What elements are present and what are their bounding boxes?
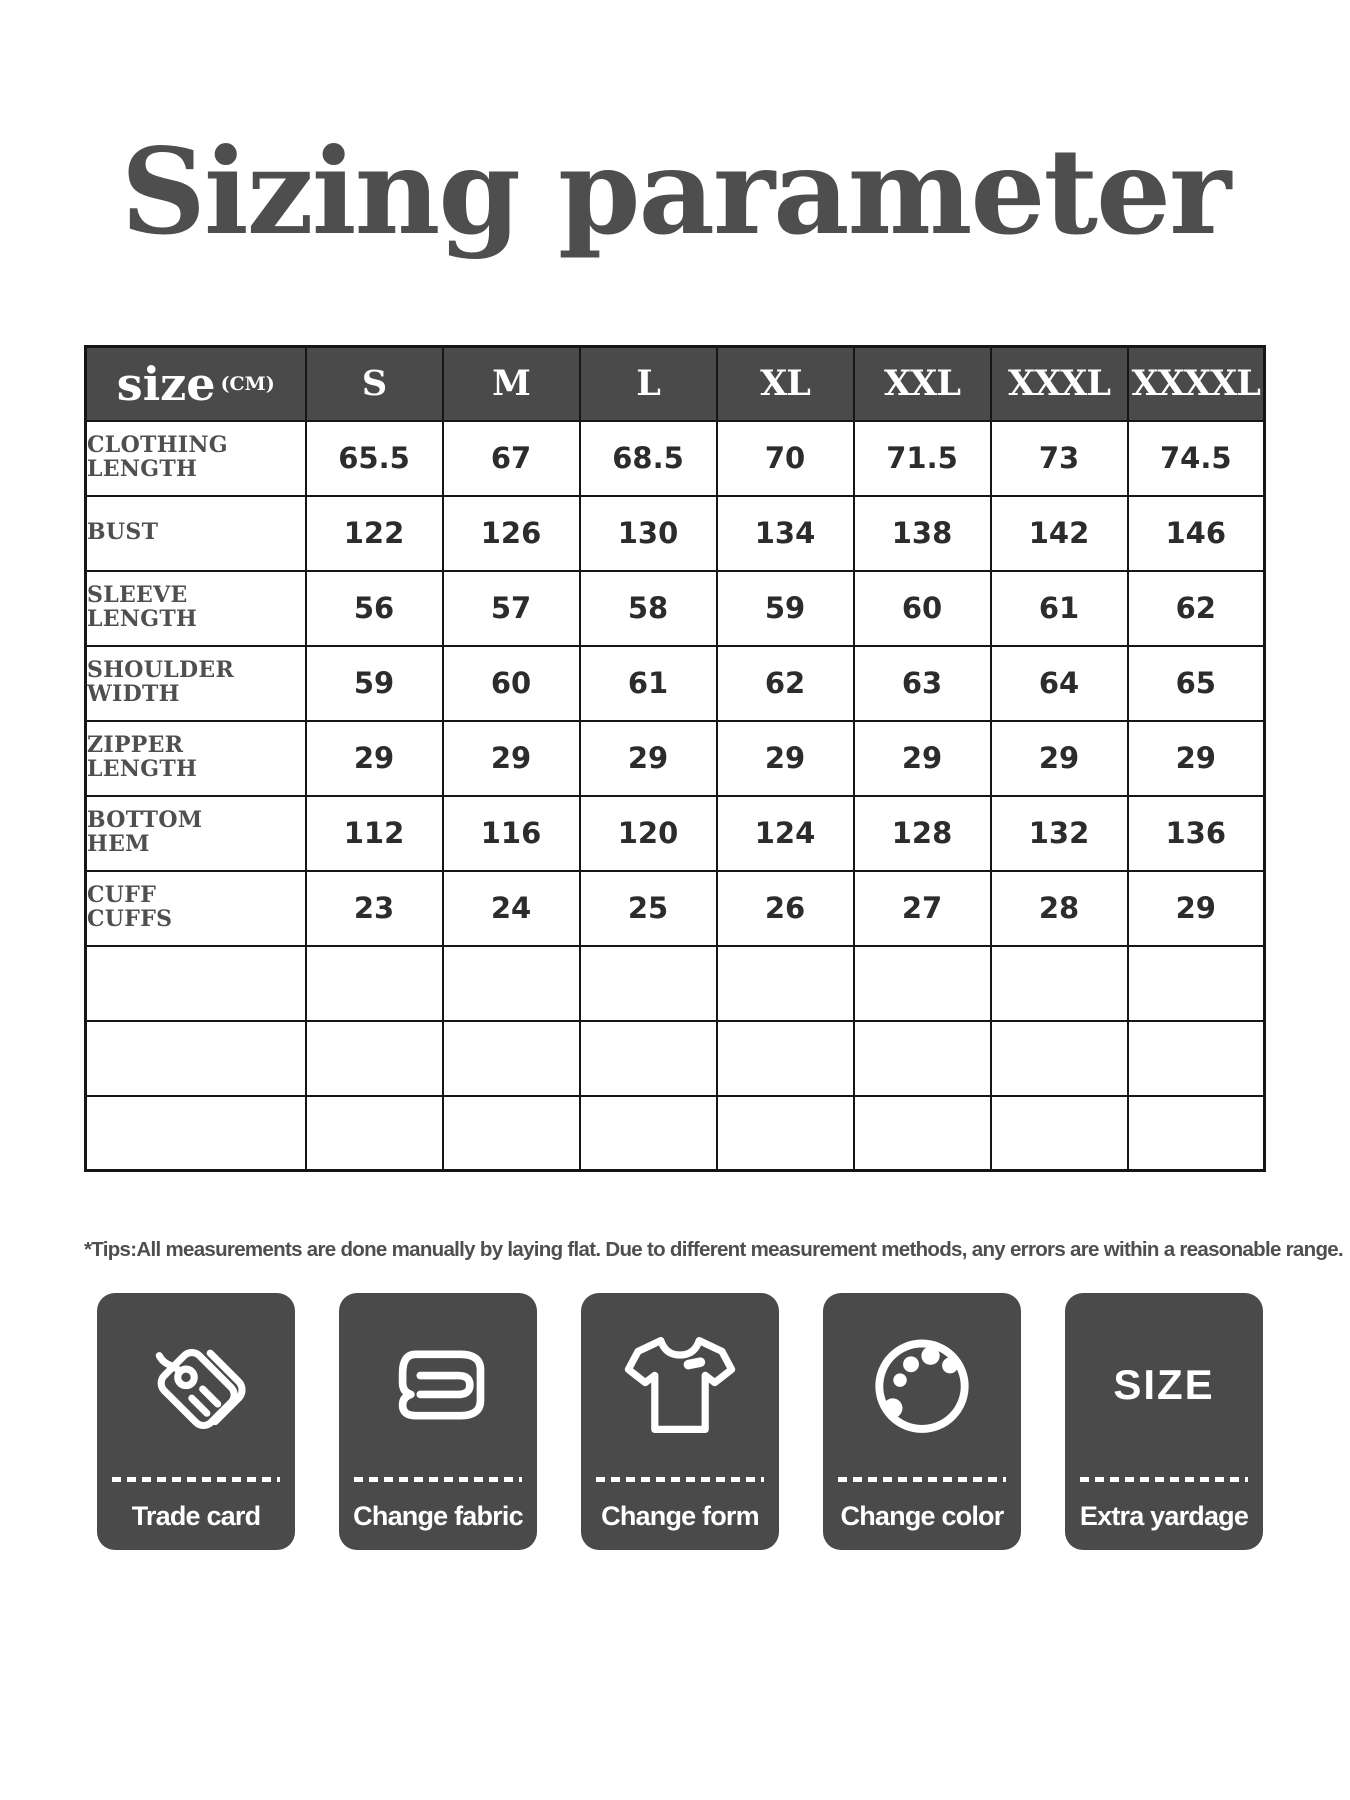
column-header: L	[580, 347, 717, 421]
page-title: Sizing parameter	[120, 122, 1230, 261]
cell-value: 136	[1128, 796, 1265, 871]
card-label: Change fabric	[353, 1500, 523, 1531]
row-label-line: WIDTH	[87, 681, 180, 707]
table-row-empty	[86, 1096, 1265, 1171]
cell-value: 74.5	[1128, 421, 1265, 496]
cell-value: 132	[991, 796, 1128, 871]
cell-value	[443, 1096, 580, 1171]
cell-value: 112	[306, 796, 443, 871]
price-tags-icon	[97, 1293, 295, 1477]
column-header: S	[306, 347, 443, 421]
column-header: XXXXL	[1128, 347, 1265, 421]
cell-value: 146	[1128, 496, 1265, 571]
cell-value: 29	[443, 721, 580, 796]
measurement-tips-note: *Tips:All measurements are done manually by laying flat. Due to different measurement methods, any errors are within a reasonable range.	[84, 1238, 1343, 1261]
cell-value: 70	[717, 421, 854, 496]
cell-value: 68.5	[580, 421, 717, 496]
row-label-line: LENGTH	[87, 606, 198, 632]
table-row	[86, 871, 1265, 946]
cell-value	[1128, 946, 1265, 1021]
cell-value: 124	[717, 796, 854, 871]
column-header: XXL	[854, 347, 991, 421]
card-label: Extra yardage	[1079, 1500, 1249, 1531]
folded-fabric-icon	[339, 1293, 537, 1477]
cell-value: 116	[443, 796, 580, 871]
cell-value: 58	[580, 571, 717, 646]
cell-value: 29	[717, 721, 854, 796]
cell-value: 59	[717, 571, 854, 646]
column-header: M	[443, 347, 580, 421]
size-unit-label: (CM)	[220, 372, 275, 395]
row-label	[86, 946, 306, 1021]
cell-value: 24	[443, 871, 580, 946]
row-label-line: CLOTHING	[87, 432, 228, 459]
cell-value: 62	[1128, 571, 1265, 646]
row-label-line: ZIPPER	[87, 732, 184, 759]
cell-value	[306, 1096, 443, 1171]
card-label: Change color	[840, 1500, 1004, 1531]
cell-value	[854, 1096, 991, 1171]
card-label: Change form	[601, 1500, 759, 1531]
card-trade-card	[97, 1293, 295, 1550]
cell-value: 63	[854, 646, 991, 721]
size-table	[84, 345, 1266, 1172]
cell-value	[854, 1021, 991, 1096]
size-table-header-row	[86, 347, 1265, 421]
card-change-fabric	[339, 1293, 537, 1550]
row-label	[86, 871, 306, 946]
card-label: Trade card	[131, 1500, 261, 1531]
row-label-line: LENGTH	[87, 756, 198, 782]
row-label-line: SHOULDER	[87, 657, 235, 684]
cell-value	[580, 1021, 717, 1096]
row-label-line: CUFFS	[87, 906, 173, 932]
cell-value: 29	[991, 721, 1128, 796]
cell-value: 120	[580, 796, 717, 871]
cell-value	[443, 946, 580, 1021]
column-header: XXXL	[991, 347, 1128, 421]
cell-value: 28	[991, 871, 1128, 946]
cell-value: 29	[1128, 871, 1265, 946]
cell-value: 26	[717, 871, 854, 946]
row-label-line: BOTTOM	[87, 807, 203, 834]
cell-value	[991, 1096, 1128, 1171]
size-label: size	[116, 356, 216, 411]
table-row	[86, 646, 1265, 721]
cell-value: 130	[580, 496, 717, 571]
cell-value	[306, 1021, 443, 1096]
table-row-empty	[86, 1021, 1265, 1096]
size-header-cell	[86, 347, 306, 421]
cell-value: 64	[991, 646, 1128, 721]
cell-value: 122	[306, 496, 443, 571]
row-label-line: LENGTH	[87, 456, 198, 482]
cell-value	[1128, 1096, 1265, 1171]
size-table-body	[86, 421, 1265, 1171]
row-label	[86, 1021, 306, 1096]
palette-icon	[823, 1293, 1021, 1477]
table-row-empty	[86, 946, 1265, 1021]
cell-value: 56	[306, 571, 443, 646]
cell-value: 60	[854, 571, 991, 646]
cell-value: 27	[854, 871, 991, 946]
cell-value: 61	[580, 646, 717, 721]
row-label-line: CUFF	[87, 882, 157, 909]
size-text: SIZE	[1113, 1361, 1215, 1408]
row-label	[86, 646, 306, 721]
cell-value: 29	[580, 721, 717, 796]
cell-value: 29	[854, 721, 991, 796]
cell-value: 57	[443, 571, 580, 646]
cell-value	[991, 1021, 1128, 1096]
cell-value	[717, 946, 854, 1021]
row-label	[86, 496, 306, 571]
cell-value: 71.5	[854, 421, 991, 496]
row-label	[86, 1096, 306, 1171]
cell-value: 67	[443, 421, 580, 496]
cell-value	[717, 1096, 854, 1171]
table-row	[86, 496, 1265, 571]
cell-value: 126	[443, 496, 580, 571]
cell-value: 65	[1128, 646, 1265, 721]
cell-value: 73	[991, 421, 1128, 496]
cell-value	[1128, 1021, 1265, 1096]
table-row	[86, 421, 1265, 496]
cell-value: 61	[991, 571, 1128, 646]
cell-value	[991, 946, 1128, 1021]
cell-value: 60	[443, 646, 580, 721]
cell-value: 59	[306, 646, 443, 721]
row-label	[86, 721, 306, 796]
cell-value: 142	[991, 496, 1128, 571]
row-label	[86, 571, 306, 646]
cell-value: 23	[306, 871, 443, 946]
row-label	[86, 421, 306, 496]
cell-value	[580, 946, 717, 1021]
cell-value: 25	[580, 871, 717, 946]
cell-value	[580, 1096, 717, 1171]
card-change-form	[581, 1293, 779, 1550]
table-row	[86, 796, 1265, 871]
table-row	[86, 571, 1265, 646]
cell-value: 65.5	[306, 421, 443, 496]
tshirt-icon	[581, 1293, 779, 1477]
row-label	[86, 796, 306, 871]
cell-value: 29	[1128, 721, 1265, 796]
size-text-icon	[1065, 1293, 1263, 1477]
cell-value	[717, 1021, 854, 1096]
row-label-line: HEM	[87, 831, 150, 857]
cell-value: 138	[854, 496, 991, 571]
service-cards	[97, 1293, 1263, 1550]
row-label-line: SLEEVE	[87, 582, 188, 609]
cell-value: 128	[854, 796, 991, 871]
card-change-color	[823, 1293, 1021, 1550]
cell-value	[854, 946, 991, 1021]
row-label-line: BUST	[87, 519, 159, 546]
card-extra-yardage	[1065, 1293, 1263, 1550]
column-header: XL	[717, 347, 854, 421]
cell-value: 134	[717, 496, 854, 571]
cell-value: 62	[717, 646, 854, 721]
cell-value	[443, 1021, 580, 1096]
table-row	[86, 721, 1265, 796]
cell-value	[306, 946, 443, 1021]
cell-value: 29	[306, 721, 443, 796]
